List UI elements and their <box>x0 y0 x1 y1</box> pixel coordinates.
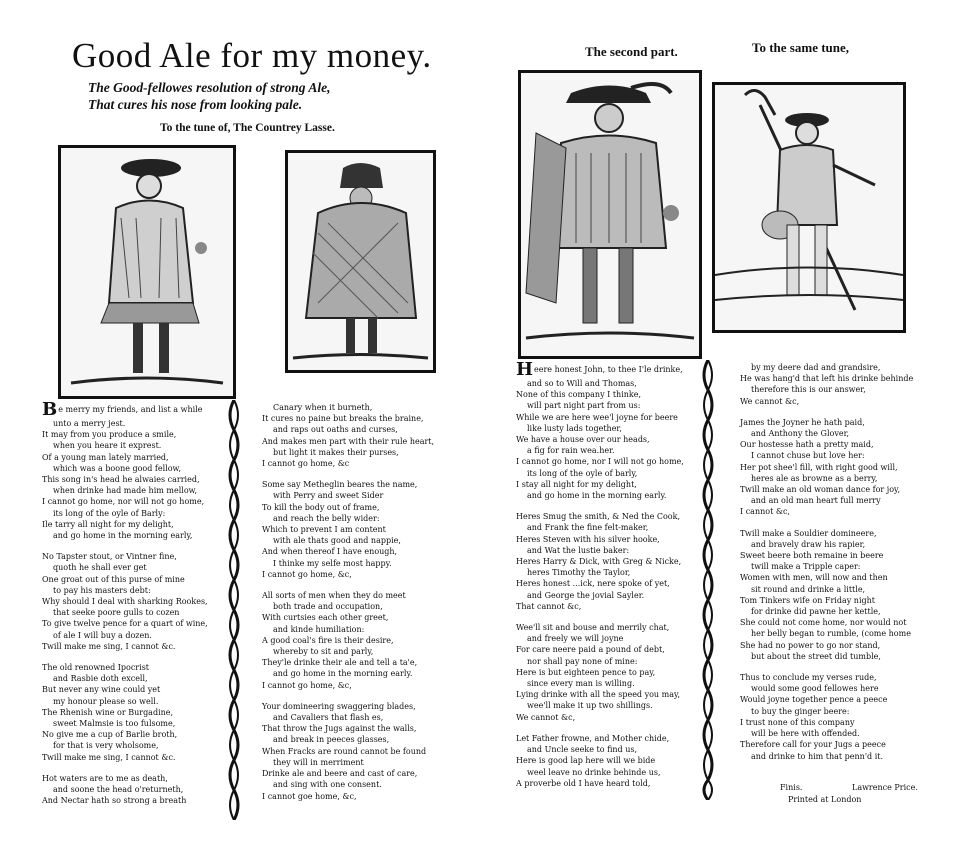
stanza <box>516 511 706 612</box>
verse-line: I cannot go home, &c <box>262 459 350 469</box>
verse-line: We cannot &c, <box>740 396 800 406</box>
verse-line: To give twelve pence for a quart of wine, <box>42 619 208 629</box>
stanza <box>516 733 706 789</box>
verse-line: A good coal's fire is their desire, <box>262 635 394 645</box>
verse-line: I stay all night for my delight, <box>516 479 637 489</box>
verse-line: But never any wine could yet <box>42 685 161 695</box>
verse-line: I thinke my selfe most happy. <box>273 558 392 568</box>
verse-line: my honour please so well. <box>53 696 159 706</box>
verse-line: Twill make a Souldier domineere, <box>740 528 877 538</box>
verse-line: Women with men, will now and then <box>740 573 888 583</box>
verse-line: her belly began to rumble, (come home <box>751 629 911 639</box>
verse-line: by my deere dad and grandsire, <box>751 363 881 372</box>
verse-line: that seeke poore gulls to cozen <box>53 608 180 618</box>
verse-line: I cannot go home, &c, <box>262 680 352 690</box>
verse-line: weel leave no drinke behinde us, <box>527 767 661 777</box>
verse-line: Lying drinke with all the speed you may, <box>516 690 680 700</box>
verse-line: therefore this is our answer, <box>751 385 866 395</box>
verse-line: No give me a cup of Barlie broth, <box>42 730 178 740</box>
stanza <box>740 417 955 518</box>
author-name: Lawrence Price. <box>852 783 918 792</box>
stanza <box>262 701 472 802</box>
vine-ornament-image <box>224 400 244 820</box>
verse-line: We cannot &c, <box>516 712 576 722</box>
verse-line: All sorts of men when they do meet <box>262 591 406 601</box>
verse-line: Thus to conclude my verses rude, <box>740 673 877 683</box>
verse-line: they will in merriment <box>273 757 364 767</box>
verse-line: Twill make me sing, I cannot &c. <box>42 752 176 762</box>
stanza <box>262 479 472 580</box>
verse-line: but light it makes their purses, <box>273 447 399 457</box>
stanza <box>740 528 955 662</box>
verse-line: They'le drinke their ale and tell a ta'e, <box>262 658 418 668</box>
verse-line: With curtsies each other greet, <box>262 613 389 623</box>
verse-line: to pay his masters debt: <box>53 585 151 595</box>
verse-line: Heres Harry & Dick, with Greg & Nicke, <box>516 557 682 567</box>
tune-line: To the tune of, The Countrey Lasse. <box>160 122 335 134</box>
stanza <box>42 399 222 541</box>
verse-line: No Tapster stout, or Vintner fine, <box>42 552 177 562</box>
verse-line: I cannot &c, <box>740 507 790 517</box>
verse-line: since every man is willing. <box>527 679 635 689</box>
printed-at-london: Printed at London <box>788 795 862 804</box>
verse-line: And when thereof I have enough, <box>262 547 398 557</box>
woodcut-cloaked-figure-image <box>288 153 433 370</box>
verse-line: and George the jovial Sayler. <box>527 590 645 600</box>
verse-line: And Nectar hath so strong a breath <box>42 796 187 806</box>
verse-line: That cannot &c, <box>516 601 582 611</box>
verse-line: It cures no paine but breaks the braine, <box>262 414 424 424</box>
verse-line: A proverbe old I have heard told, <box>516 778 651 788</box>
stanza <box>516 622 706 723</box>
verse-line: Sweet beere both remaine in beere <box>740 551 884 561</box>
verse-line: which was a boone good fellow, <box>53 463 181 473</box>
verse-line: She could not come home, nor would not <box>740 618 907 628</box>
subtitle-line-2: That cures his nose from looking pale. <box>88 97 303 112</box>
verse-line: when you heare it exprest. <box>53 441 162 451</box>
verse-line: nor shall pay none of mine: <box>527 656 638 666</box>
verse-line: I cannot chuse but love her: <box>751 451 865 461</box>
verse-line: Let Father frowne, and Mother chide, <box>516 733 670 743</box>
verse-line: and soone the head o'returneth, <box>53 785 184 795</box>
verse-line: both trade and occupation, <box>273 602 383 612</box>
verse-line: I cannot go home, nor I will not go home, <box>516 457 684 467</box>
verse-line: This song in's head he alwaies carried, <box>42 475 200 485</box>
verse-line: its long of the oyle of Barly: <box>53 508 166 518</box>
subtitle-line-1: The Good-fellowes resolution of strong Ale, <box>88 80 331 95</box>
verse-line: Ile tarry all night for my delight, <box>42 519 174 529</box>
verse-line: Would joyne together pence a peece <box>740 695 888 705</box>
verse-line: for that is very wholsome, <box>53 741 159 751</box>
verse-line: One groat out of this purse of mine <box>42 574 185 584</box>
verse-line: and bravely draw his rapier, <box>751 539 866 549</box>
vine-ornament-border <box>224 400 244 820</box>
woodcut-gentleman <box>58 145 236 399</box>
woodcut-gentleman-image <box>61 148 233 396</box>
verse-line: and sing with one consent. <box>273 780 382 790</box>
verse-line: e merry my friends, and list a while <box>58 405 203 414</box>
verse-line: and Wat the lustie baker: <box>527 545 630 555</box>
verse-line: Our hostesse hath a pretty maid, <box>740 440 874 450</box>
verse-line: James the Joyner he hath paid, <box>740 417 865 427</box>
verse-line: Twill make an old woman dance for joy, <box>740 485 901 495</box>
verse-line: when drinke had made him mellow, <box>53 486 198 496</box>
verse-line: and reach the belly wider: <box>273 513 380 523</box>
verse-line: heres Timothy the Taylor, <box>527 568 631 578</box>
verse-line: Here is good lap here will we bide <box>516 756 656 766</box>
stanza <box>740 362 955 407</box>
left-column-1 <box>42 399 222 817</box>
verse-line: When Fracks are round cannot be found <box>262 746 427 756</box>
verse-line: to buy the ginger beere: <box>751 706 850 716</box>
verse-line: and go home in the morning early. <box>273 669 413 679</box>
stanza <box>262 590 472 691</box>
verse-line: Here is but eighteen pence to pay, <box>516 667 656 677</box>
verse-line: twill make a Tripple caper: <box>751 562 861 572</box>
finis-label: Finis. <box>780 783 803 792</box>
ballad-title: Good Ale for my money. <box>72 36 432 75</box>
verse-line: quoth he shall ever get <box>53 563 147 573</box>
stanza <box>516 359 706 501</box>
verse-line: like lusty lads together, <box>527 423 622 433</box>
stanza <box>740 672 955 762</box>
verse-line: and go home in the morning early. <box>527 491 667 501</box>
verse-line: and kinde humiliation: <box>273 624 365 634</box>
verse-line: I trust none of this company <box>740 717 855 727</box>
verse-line: The old renowned Ipocrist <box>42 663 150 673</box>
verse-line: I cannot goe home, &c, <box>262 791 357 801</box>
verse-line: He was hang'd that left his drinke behinde <box>740 374 914 384</box>
verse-line: whereby to sit and parly, <box>273 647 374 657</box>
woodcut-feathered-man <box>518 70 702 359</box>
verse-line: The Rhenish wine or Burgadine, <box>42 707 174 717</box>
verse-line: unto a merry jest. <box>53 419 126 428</box>
verse-line: and freely we will joyne <box>527 634 624 644</box>
verse-line: Heres Steven with his silver hooke, <box>516 534 660 544</box>
verse-line: a fig for rain wea.her. <box>527 446 615 456</box>
verse-line: but about the street did tumble, <box>751 651 881 661</box>
same-tune-heading: To the same tune, <box>752 40 850 55</box>
verse-line: and an old man heart full merry <box>751 496 881 506</box>
vine-ornament-image-right <box>698 360 718 800</box>
verse-line: Of a young man lately married, <box>42 452 169 462</box>
verse-line: Your domineering swaggering blades, <box>262 701 416 711</box>
verse-line: and drinke to him that penn'd it. <box>751 751 884 761</box>
drop-cap: B <box>42 399 58 420</box>
verse-line: wee'll make it up two shillings. <box>527 701 653 711</box>
left-column-2 <box>262 402 472 812</box>
verse-line: To kill the body out of frame, <box>262 502 380 512</box>
verse-line: sit round and drinke a little, <box>751 584 866 594</box>
verse-line: and so to Will and Thomas, <box>527 379 637 388</box>
verse-line: She had no power to go nor stand, <box>740 640 881 650</box>
woodcut-feathered-man-image <box>521 73 699 356</box>
verse-line: of ale I will buy a dozen. <box>53 630 152 640</box>
right-sheet <box>480 0 960 863</box>
verse-line: While we are here wee'l joyne for beere <box>516 412 678 422</box>
verse-line: Why should I deal with sharking Rookes, <box>42 597 208 607</box>
verse-line: would some good fellowes here <box>751 684 879 694</box>
verse-line: Drinke ale and beere and cast of care, <box>262 769 418 779</box>
verse-line: will part night part from us: <box>527 401 641 411</box>
verse-line: for drinke did pawne her kettle, <box>751 607 881 617</box>
verse-line: Tom Tinkers wife on Friday night <box>740 595 876 605</box>
verse-line: eere honest John, to thee I'le drinke, <box>534 365 683 374</box>
stanza <box>262 402 472 469</box>
verse-line: and Uncle seeke to find us, <box>527 745 638 755</box>
verse-line: I cannot go home, nor will not go home, <box>42 497 205 507</box>
verse-line: sweet Malmsie is too fulsome, <box>53 719 176 729</box>
verse-line: its long of the oyle of barly, <box>527 468 638 478</box>
verse-line: Heres honest ...ick, nere spoke of yet, <box>516 579 670 589</box>
verse-line: Hot waters are to me as death, <box>42 773 168 783</box>
verse-line: heres ale as browne as a berry, <box>751 473 878 483</box>
stanza <box>42 662 222 763</box>
vine-ornament-border-right <box>698 360 718 800</box>
drop-cap: H <box>516 359 534 380</box>
verse-line: It may from you produce a smile, <box>42 430 177 440</box>
verse-line: We have a house over our heads, <box>516 435 650 445</box>
verse-line: Some say Metheglin beares the name, <box>262 480 418 490</box>
verse-line: and break in peeces glasses, <box>273 735 390 745</box>
verse-line: For care neere paid a pound of debt, <box>516 645 665 655</box>
verse-line: with Perry and sweet Sider <box>273 491 384 501</box>
verse-line: Her pot shee'l fill, with right good will, <box>740 462 898 472</box>
verse-line: Therefore call for your Jugs a peece <box>740 740 886 750</box>
verse-line: and Rasbie doth excell, <box>53 674 148 684</box>
verse-line: with ale thats good and nappie, <box>273 536 401 546</box>
verse-line: None of this company I thinke, <box>516 390 642 400</box>
verse-line: That throw the Jugs against the walls, <box>262 724 417 734</box>
verse-line: I cannot go home, &c, <box>262 569 352 579</box>
verse-line: and Frank the fine felt-maker, <box>527 523 649 533</box>
verse-line: Canary when it burneth, <box>273 403 373 412</box>
woodcut-shepherd <box>712 82 906 333</box>
verse-line: Wee'll sit and bouse and merrily chat, <box>516 623 670 633</box>
verse-line: Which to prevent I am content <box>262 525 386 535</box>
verse-line: and raps out oaths and curses, <box>273 425 398 435</box>
verse-line: and go home in the morning early, <box>53 531 193 541</box>
woodcut-shepherd-image <box>715 85 903 330</box>
second-part-heading: The second part. <box>585 44 678 59</box>
verse-line: and Cavaliers that flash es, <box>273 713 384 723</box>
verse-line: will be here with offended. <box>751 729 860 739</box>
verse-line: and Anthony the Glover, <box>751 429 850 439</box>
stanza <box>42 551 222 652</box>
verse-line: Heres Smug the smith, & Ned the Cook, <box>516 512 680 522</box>
verse-line: Twill make me sing, I cannot &c. <box>42 641 176 651</box>
verse-line: And makes men part with their rule heart, <box>262 436 435 446</box>
right-column-2 <box>740 362 955 772</box>
woodcut-cloaked-figure <box>285 150 436 373</box>
stanza <box>42 773 222 807</box>
right-column-1 <box>516 359 706 799</box>
